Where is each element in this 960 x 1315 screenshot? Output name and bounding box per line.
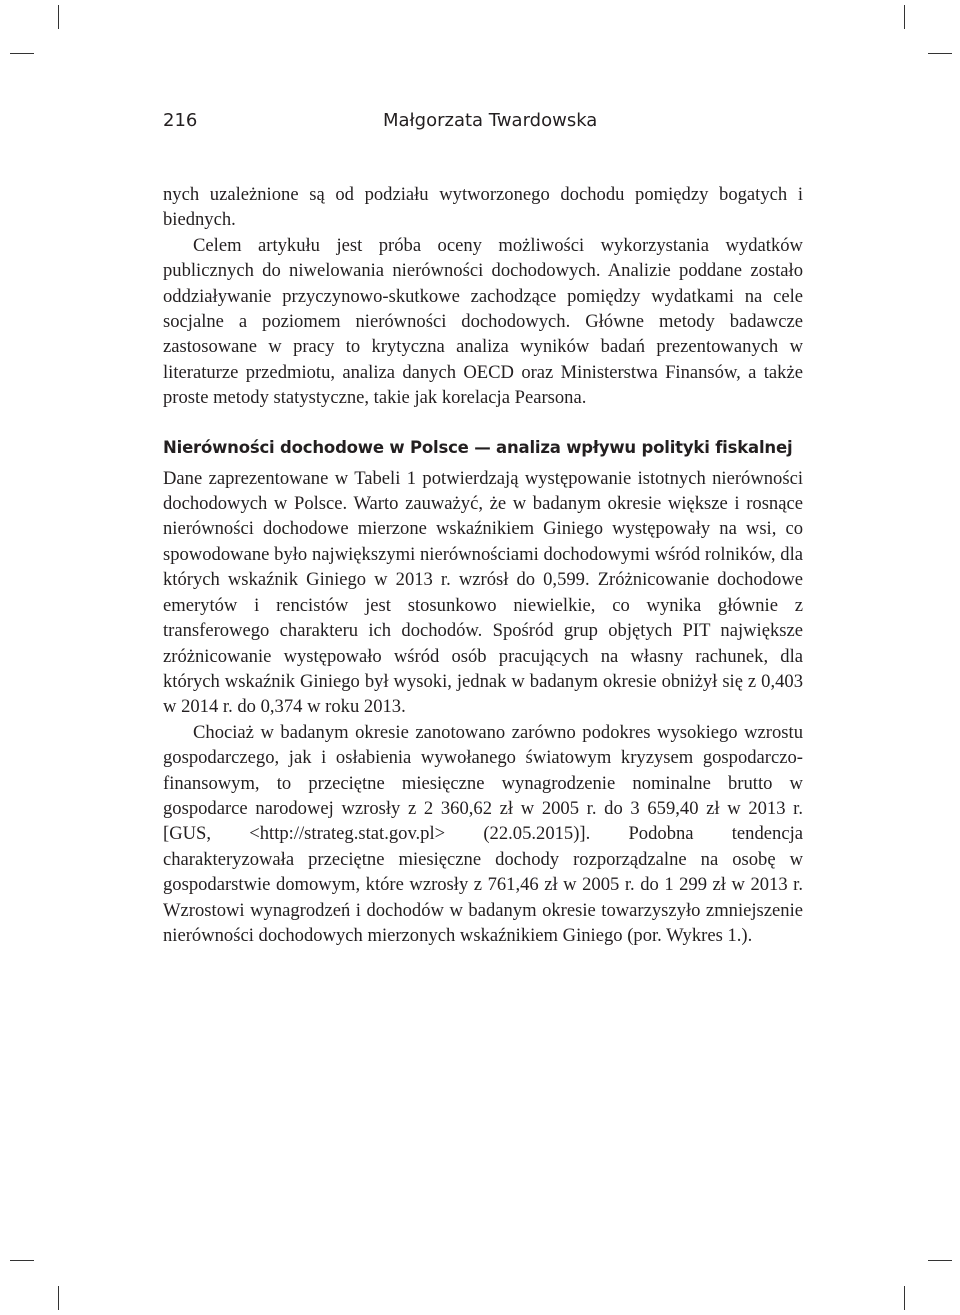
crop-mark-bottom-left-horizontal <box>10 1260 34 1261</box>
crop-mark-top-right <box>904 5 905 29</box>
crop-mark-top-right-horizontal <box>928 53 952 54</box>
paragraph-gini: Dane zaprezentowane w Tabeli 1 potwierdzają występowanie istotnych nierówności dochodowych w Polsce. Warto zauważyć, że w badanym okresie większe i rosnące nierówności dochodowe mierzone wskaźnikiem Giniego występowały na wsi, co spowodowane było największymi nierównościami dochodowymi wśród rolników, dla których wskaźnik Giniego w 2013 r. wzrósł do 0,599. Zróżnicowanie dochodowe emerytów i rencistów jest stosunkowo niewielkie, co wynika głównie z transferowego charakteru ich dochodów. Spośród grup objętych PIT największe zróżnicowanie występowało wśród osób pracujących na własny rachunek, dla których wskaźnik Giniego był wysoki, jednak w badanym okresie obniżył się z 0,403 w 2014 r. do 0,374 w roku 2013. <box>163 467 803 718</box>
paragraph-continuation: nych uzależnione są od podziału wytworzonego dochodu pomiędzy bogatych i biednych. <box>163 184 803 231</box>
crop-mark-bottom-right <box>904 1286 905 1310</box>
paragraph-wages: Chociaż w badanym okresie zanotowano zarówno podokres wysokiego wzrostu gospodarczego, jak i osłabienia wywołanego światowym kryzysem gospodarczo-finansowym, to przeciętne miesięczne wynagrodzenie nominalne brutto w gospodarce narodowej wzrosły z 2 360,62 zł w 2005 r. do 3 659,40 zł w 2013 r. [GUS, <http://strateg.stat.gov.pl> (22.05.2015)]. Podobna tendencja charakteryzowała przeciętne miesięczne dochody rozporządzalne na osobę w gospodarstwie domowym, które wzrosły z 761,46 zł w 2005 r. do 1 299 zł w 2013 r. Wzrostowi wynagrodzeń i dochodów w badanym okresie towarzyszyło zmniejszenie nierówności dochodowych mierzonych wskaźnikiem Giniego (por. Wykres 1.). <box>163 721 803 946</box>
crop-mark-top-left <box>58 5 59 29</box>
main-text <box>163 182 803 948</box>
crop-mark-bottom-left <box>58 1286 59 1310</box>
running-header-author: Małgorzata Twardowska <box>383 110 598 131</box>
section-heading: Nierówności dochodowe w Polsce — analiza wpływu polityki fiskalnej <box>163 437 793 457</box>
page-number: 216 <box>163 110 198 131</box>
paragraph-aim: Celem artykułu jest próba oceny możliwości wykorzystania wydatków publicznych do niwelowania nierówności dochodowych. Analizie poddane zostało oddziaływanie przyczynowo-skutkowe zachodzące pomiędzy wydatkami na cele socjalne a poziomem nierówności dochodowych. Główne metody badawcze zastosowane w pracy to krytyczna analiza wyników badań prezentowanych w literaturze przedmiotu, analiza danych OECD oraz Ministerstwa Finansów, a także proste metody statystyczne, takie jak korelacja Pearsona. <box>163 234 803 409</box>
crop-mark-top-left-horizontal <box>10 53 34 54</box>
crop-mark-bottom-right-horizontal <box>928 1260 952 1261</box>
